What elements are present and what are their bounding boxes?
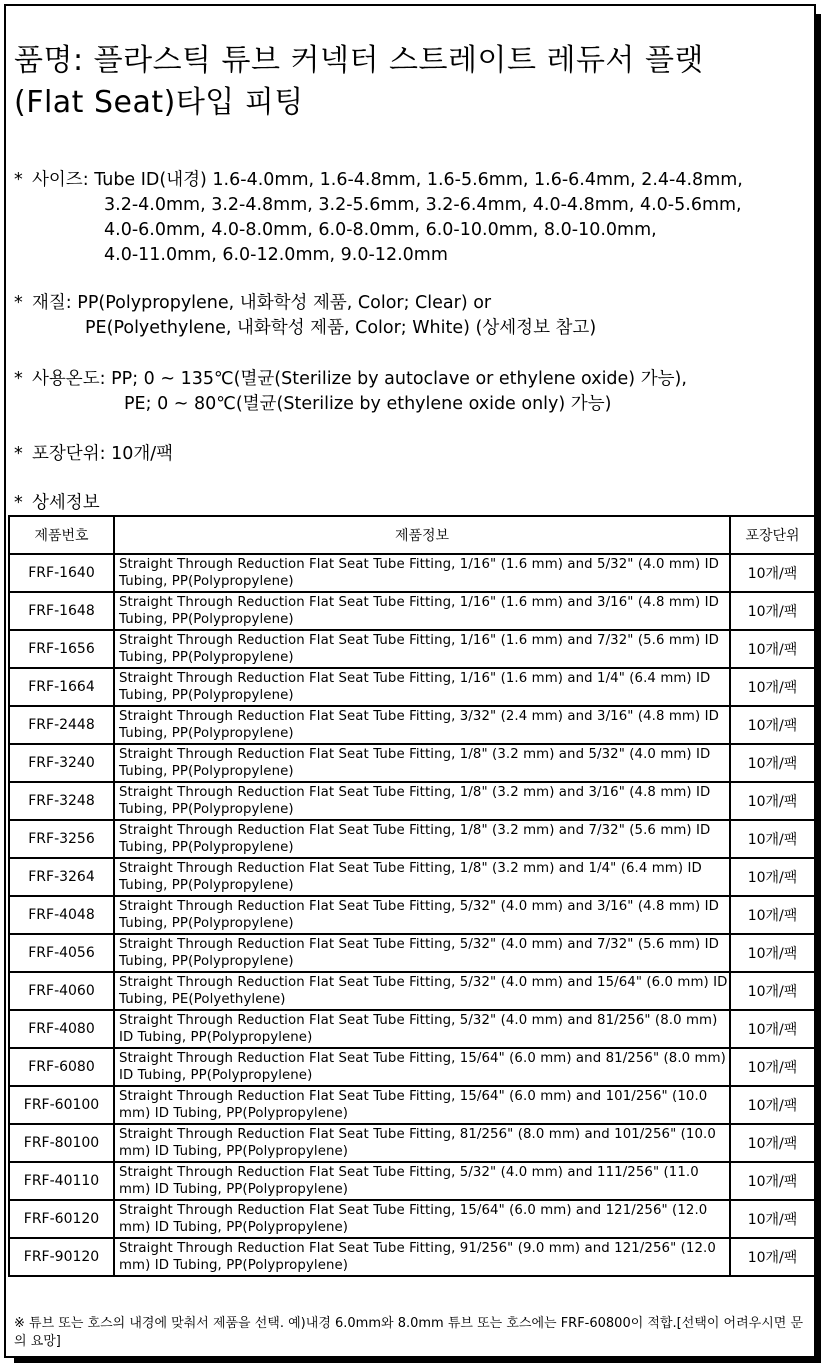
product-info-cell: Straight Through Reduction Flat Seat Tube Fitting, 5/32" (4.0 mm) and 7/32" (5.6 mm) ID Tubing, PP(Polypropylene) [114, 934, 730, 972]
table-row [9, 782, 815, 820]
product-info-cell: Straight Through Reduction Flat Seat Tube Fitting, 1/16" (1.6 mm) and 1/4" (6.4 mm) ID Tubing, PP(Polypropylene) [114, 668, 730, 706]
spec-details [14, 491, 100, 516]
product-code-cell: FRF-1656 [9, 630, 114, 668]
table-row [9, 1086, 815, 1124]
package-unit-cell: 10개/팩 [730, 820, 815, 858]
product-title-line1: 품명: 플라스틱 튜브 커넥터 스트레이트 레듀서 플랫 [14, 43, 704, 78]
package-unit-cell: 10개/팩 [730, 1200, 815, 1238]
product-code-cell: FRF-3240 [9, 744, 114, 782]
spec-size-label: 사이즈: [32, 170, 89, 190]
product-code-cell: FRF-40110 [9, 1162, 114, 1200]
product-code-cell: FRF-1640 [9, 554, 114, 592]
table-row [9, 858, 815, 896]
product-info-cell: Straight Through Reduction Flat Seat Tube Fitting, 1/16" (1.6 mm) and 7/32" (5.6 mm) ID Tubing, PP(Polypropylene) [114, 630, 730, 668]
table-row [9, 630, 815, 668]
spec-material [14, 291, 596, 341]
product-info-cell: Straight Through Reduction Flat Seat Tube Fitting, 81/256" (8.0 mm) and 101/256" (10.0 mm) ID Tubing, PP(Polypropylene) [114, 1124, 730, 1162]
product-info-cell: Straight Through Reduction Flat Seat Tube Fitting, 15/64" (6.0 mm) and 81/256" (8.0 mm) ID Tubing, PP(Polypropylene) [114, 1048, 730, 1086]
product-code-cell: FRF-3264 [9, 858, 114, 896]
package-unit-cell: 10개/팩 [730, 744, 815, 782]
package-unit-cell: 10개/팩 [730, 706, 815, 744]
package-unit-cell: 10개/팩 [730, 972, 815, 1010]
spec-material-label: 재질: [32, 293, 72, 313]
selection-note: ※ 튜브 또는 호스의 내경에 맞춰서 제품을 선택. 예)내경 6.0mm와 8.0mm 튜브 또는 호스에는 FRF-60800이 적합.[선택이 어려우시면 문의 요망] [14, 1316, 804, 1349]
col-header-code: 제품번호 [9, 516, 114, 554]
product-info-cell: Straight Through Reduction Flat Seat Tube Fitting, 5/32" (4.0 mm) and 15/64" (6.0 mm) ID Tubing, PE(Polyethylene) [114, 972, 730, 1010]
product-info-cell: Straight Through Reduction Flat Seat Tube Fitting, 1/8" (3.2 mm) and 3/16" (4.8 mm) ID Tubing, PP(Polypropylene) [114, 782, 730, 820]
product-info-cell: Straight Through Reduction Flat Seat Tube Fitting, 5/32" (4.0 mm) and 111/256" (11.0 mm) ID Tubing, PP(Polypropylene) [114, 1162, 730, 1200]
product-code-cell: FRF-3256 [9, 820, 114, 858]
bullet-star: * [14, 369, 23, 389]
spec-details-label: 상세정보 [32, 493, 100, 513]
table-row [9, 934, 815, 972]
package-unit-cell: 10개/팩 [730, 782, 815, 820]
table-row [9, 592, 815, 630]
package-unit-cell: 10개/팩 [730, 896, 815, 934]
table-row [9, 706, 815, 744]
spec-material-line: PE(Polyethylene, 내화학성 제품, Color; White) (상세정보 참고) [85, 318, 597, 338]
bullet-star: * [14, 170, 23, 190]
col-header-info: 제품정보 [114, 516, 730, 554]
spec-size-line: 3.2-4.0mm, 3.2-4.8mm, 3.2-5.6mm, 3.2-6.4mm, 4.0-4.8mm, 4.0-5.6mm, [104, 195, 742, 215]
product-info-cell: Straight Through Reduction Flat Seat Tube Fitting, 15/64" (6.0 mm) and 121/256" (12.0 mm) ID Tubing, PP(Polypropylene) [114, 1200, 730, 1238]
table-row [9, 896, 815, 934]
product-code-cell: FRF-4048 [9, 896, 114, 934]
spec-temperature-line: PE; 0 ~ 80℃(멸균(Sterilize by ethylene oxide only) 가능) [124, 394, 612, 414]
package-unit-cell: 10개/팩 [730, 1124, 815, 1162]
table-row [9, 972, 815, 1010]
product-info-cell: Straight Through Reduction Flat Seat Tube Fitting, 5/32" (4.0 mm) and 81/256" (8.0 mm) ID Tubing, PP(Polypropylene) [114, 1010, 730, 1048]
product-code-cell: FRF-6080 [9, 1048, 114, 1086]
table-row [9, 744, 815, 782]
package-unit-cell: 10개/팩 [730, 934, 815, 972]
spec-temperature [14, 367, 687, 417]
product-code-cell: FRF-4080 [9, 1010, 114, 1048]
spec-size [14, 168, 743, 268]
product-title-line2: (Flat Seat)타입 피팅 [14, 85, 304, 120]
product-code-cell: FRF-2448 [9, 706, 114, 744]
table-row [9, 1124, 815, 1162]
product-title [14, 40, 804, 124]
package-unit-cell: 10개/팩 [730, 630, 815, 668]
table-row [9, 668, 815, 706]
spec-temperature-line: PP; 0 ~ 135℃(멸균(Sterilize by autoclave or ethylene oxide) 가능), [111, 369, 687, 389]
package-unit-cell: 10개/팩 [730, 1238, 815, 1276]
bullet-star: * [14, 293, 23, 313]
table-row [9, 1010, 815, 1048]
table-row [9, 1238, 815, 1276]
package-unit-cell: 10개/팩 [730, 668, 815, 706]
product-info-cell: Straight Through Reduction Flat Seat Tube Fitting, 1/8" (3.2 mm) and 5/32" (4.0 mm) ID Tubing, PP(Polypropylene) [114, 744, 730, 782]
product-info-cell: Straight Through Reduction Flat Seat Tube Fitting, 3/32" (2.4 mm) and 3/16" (4.8 mm) ID Tubing, PP(Polypropylene) [114, 706, 730, 744]
product-info-cell: Straight Through Reduction Flat Seat Tube Fitting, 1/8" (3.2 mm) and 1/4" (6.4 mm) ID Tubing, PP(Polypropylene) [114, 858, 730, 896]
table-row [9, 1162, 815, 1200]
package-unit-cell: 10개/팩 [730, 1086, 815, 1124]
table-header-row [9, 516, 815, 554]
spec-package-label: 포장단위: [32, 444, 106, 464]
product-info-cell: Straight Through Reduction Flat Seat Tube Fitting, 91/256" (9.0 mm) and 121/256" (12.0 mm) ID Tubing, PP(Polypropylene) [114, 1238, 730, 1276]
package-unit-cell: 10개/팩 [730, 1048, 815, 1086]
package-unit-cell: 10개/팩 [730, 554, 815, 592]
spec-temperature-label: 사용온도: [32, 369, 106, 389]
table-row [9, 820, 815, 858]
table-row [9, 554, 815, 592]
product-code-cell: FRF-4060 [9, 972, 114, 1010]
product-info-cell: Straight Through Reduction Flat Seat Tube Fitting, 15/64" (6.0 mm) and 101/256" (10.0 mm) ID Tubing, PP(Polypropylene) [114, 1086, 730, 1124]
bullet-star: * [14, 444, 23, 464]
table-row [9, 1048, 815, 1086]
package-unit-cell: 10개/팩 [730, 1162, 815, 1200]
product-code-cell: FRF-1664 [9, 668, 114, 706]
product-info-cell: Straight Through Reduction Flat Seat Tube Fitting, 5/32" (4.0 mm) and 3/16" (4.8 mm) ID Tubing, PP(Polypropylene) [114, 896, 730, 934]
package-unit-cell: 10개/팩 [730, 592, 815, 630]
table-row [9, 1200, 815, 1238]
spec-package-value: 10개/팩 [111, 444, 174, 464]
spec-size-line: 4.0-6.0mm, 4.0-8.0mm, 6.0-8.0mm, 6.0-10.0mm, 8.0-10.0mm, [104, 220, 657, 240]
product-code-cell: FRF-4056 [9, 934, 114, 972]
product-code-cell: FRF-3248 [9, 782, 114, 820]
package-unit-cell: 10개/팩 [730, 1010, 815, 1048]
product-code-cell: FRF-90120 [9, 1238, 114, 1276]
product-code-cell: FRF-80100 [9, 1124, 114, 1162]
product-table [8, 515, 816, 1277]
product-info-cell: Straight Through Reduction Flat Seat Tube Fitting, 1/16" (1.6 mm) and 3/16" (4.8 mm) ID Tubing, PP(Polypropylene) [114, 592, 730, 630]
product-code-cell: FRF-1648 [9, 592, 114, 630]
col-header-pack: 포장단위 [730, 516, 815, 554]
bullet-star: * [14, 493, 23, 513]
spec-package [14, 442, 173, 467]
product-code-cell: FRF-60100 [9, 1086, 114, 1124]
spec-size-line: Tube ID(내경) 1.6-4.0mm, 1.6-4.8mm, 1.6-5.6mm, 1.6-6.4mm, 2.4-4.8mm, [94, 170, 743, 190]
product-info-cell: Straight Through Reduction Flat Seat Tube Fitting, 1/8" (3.2 mm) and 7/32" (5.6 mm) ID Tubing, PP(Polypropylene) [114, 820, 730, 858]
package-unit-cell: 10개/팩 [730, 858, 815, 896]
spec-material-line: PP(Polypropylene, 내화학성 제품, Color; Clear) or [77, 293, 492, 313]
spec-size-line: 4.0-11.0mm, 6.0-12.0mm, 9.0-12.0mm [104, 245, 448, 265]
product-info-cell: Straight Through Reduction Flat Seat Tube Fitting, 1/16" (1.6 mm) and 5/32" (4.0 mm) ID Tubing, PP(Polypropylene) [114, 554, 730, 592]
product-code-cell: FRF-60120 [9, 1200, 114, 1238]
